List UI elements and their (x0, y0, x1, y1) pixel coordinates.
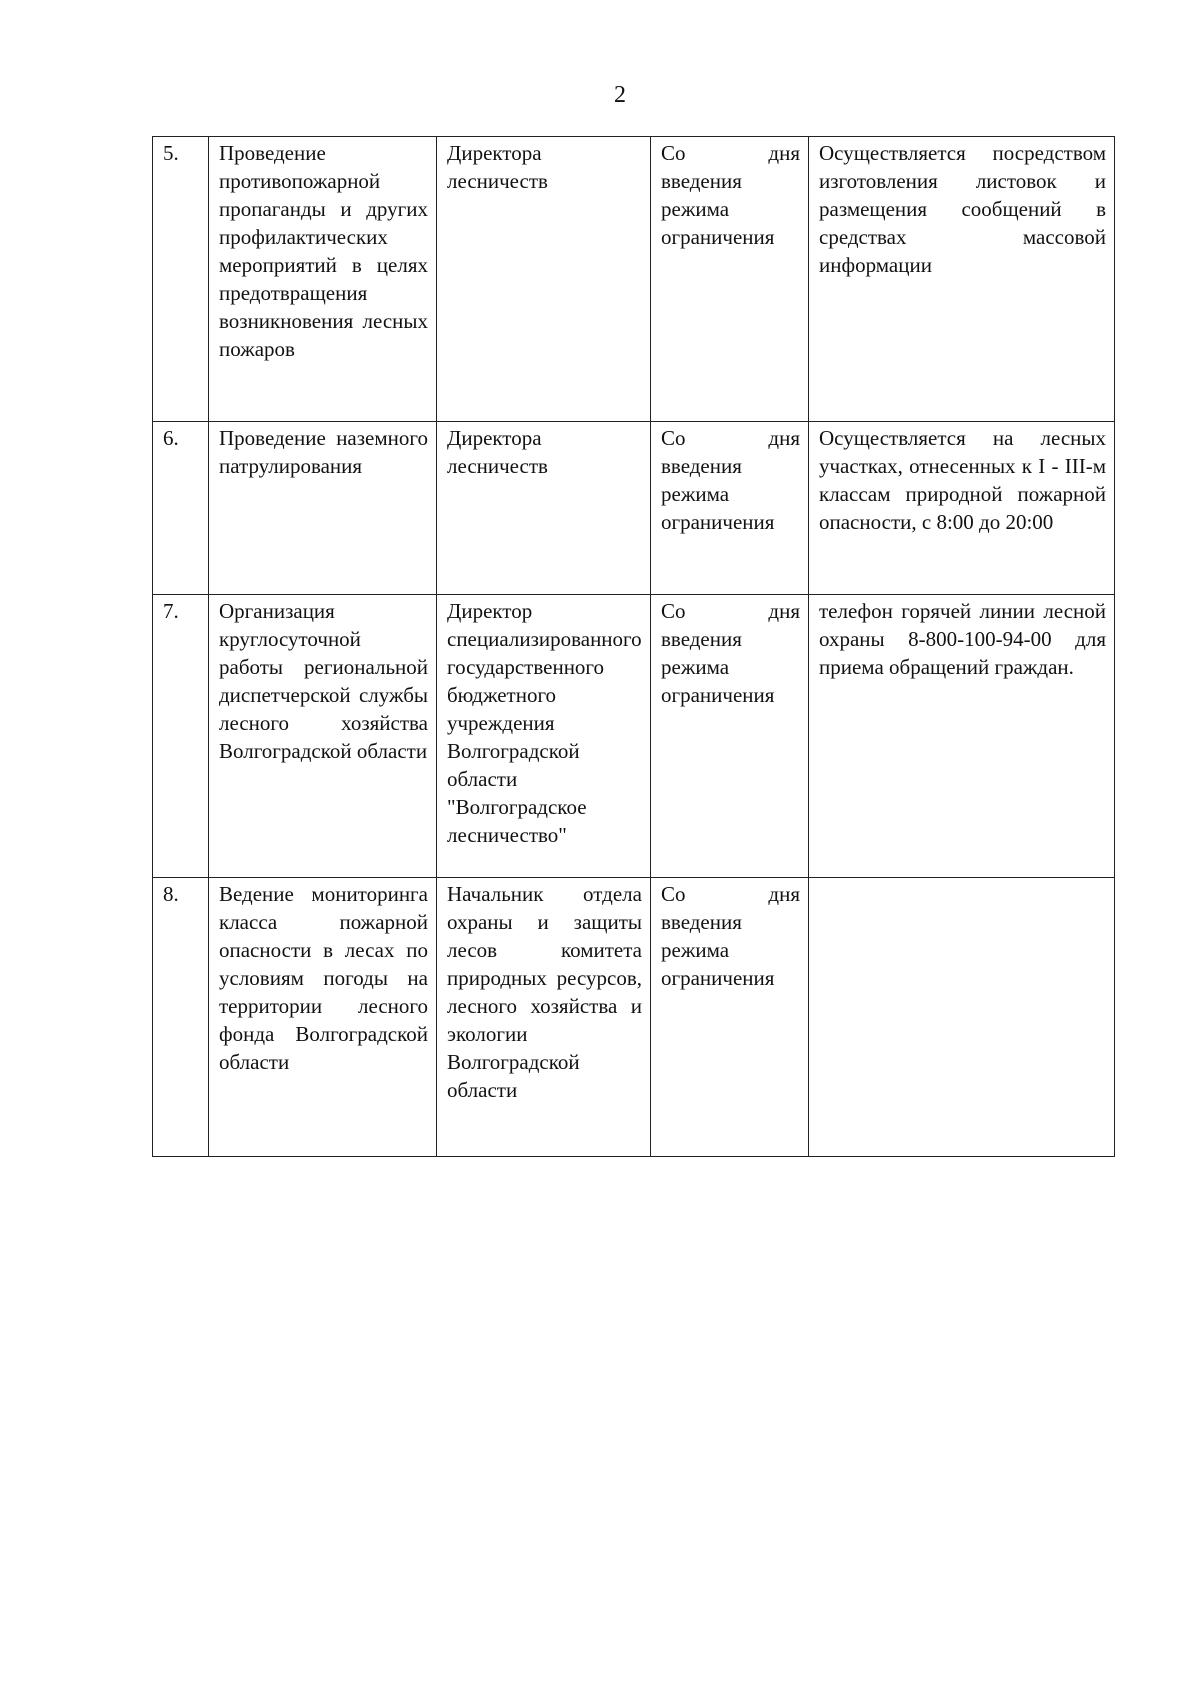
table-row (153, 595, 1115, 878)
row-number: 6. (153, 422, 209, 595)
responsible-cell: Директора лесничеств (437, 137, 651, 422)
event-cell: Проведение наземного патрулирования (209, 422, 437, 595)
table-row (153, 137, 1115, 422)
responsible-cell: Начальник отдела охраны и защиты лесов комитета природных ресурсов, лесного хозяйства и экологии Волгоградской области (437, 878, 651, 1157)
note-cell: Осуществляется на лесных участках, отнесенных к I - III-м классам природной пожарной опасности, с 8:00 до 20:00 (809, 422, 1115, 595)
responsible-cell: Директора лесничеств (437, 422, 651, 595)
row-number: 5. (153, 137, 209, 422)
note-cell: Осуществляется посредством изготовления листовок и размещения сообщений в средствах массовой информации (809, 137, 1115, 422)
event-cell: Ведение мониторинга класса пожарной опасности в лесах по условиям погоды на территории лесного фонда Волгоградской области (209, 878, 437, 1157)
note-cell: телефон горячей линии лесной охраны 8-800-100-94-00 для приема обращений граждан. (809, 595, 1115, 878)
measures-table (152, 136, 1115, 1157)
term-cell: Со дня введения режима ограничения (651, 595, 809, 878)
term-cell: Со дня введения режима ограничения (651, 878, 809, 1157)
note-cell (809, 878, 1115, 1157)
responsible-cell: Директор специализированного государственного бюджетного учреждения Волгоградской области "Волгоградское лесничество" (437, 595, 651, 878)
event-cell: Проведение противопожарной пропаганды и других профилактических мероприятий в целях предотвращения возникновения лесных пожаров (209, 137, 437, 422)
row-number: 7. (153, 595, 209, 878)
table-row (153, 422, 1115, 595)
term-cell: Со дня введения режима ограничения (651, 422, 809, 595)
event-cell: Организация круглосуточной работы региональной диспетчерской службы лесного хозяйства Волгоградской области (209, 595, 437, 878)
table-row (153, 878, 1115, 1157)
term-cell: Со дня введения режима ограничения (651, 137, 809, 422)
page-number: 2 (614, 82, 626, 108)
row-number: 8. (153, 878, 209, 1157)
